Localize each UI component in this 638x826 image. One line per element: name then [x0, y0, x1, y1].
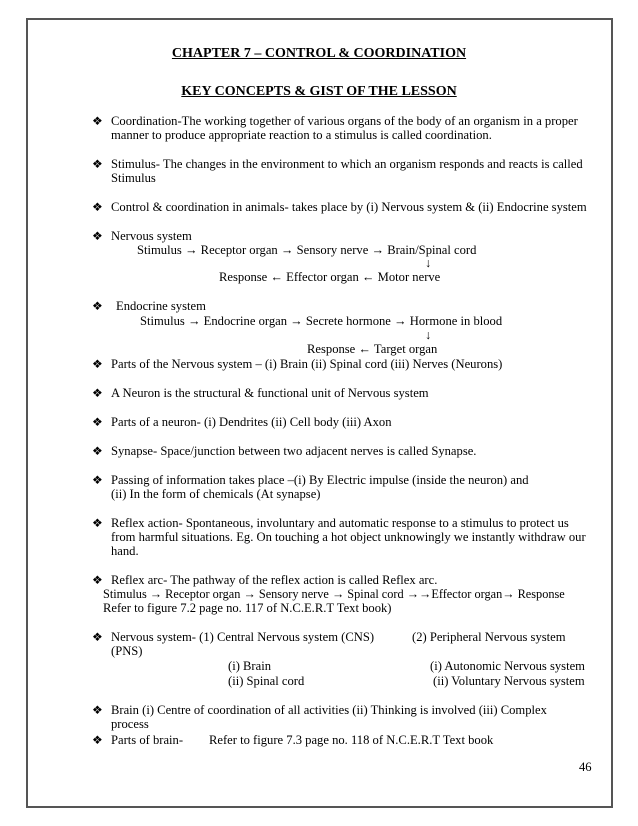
text-line: from harmful situations. Eg. On touching a hot object unknowingly we instantly withdraw our [111, 530, 586, 544]
text-line: (i) Brain [228, 659, 272, 673]
bullet-icon: ❖ [92, 703, 103, 717]
text-line: Parts of brain- [111, 733, 184, 747]
text-line: A Neuron is the structural & functional unit of Nervous system [111, 386, 429, 400]
bullet-icon: ❖ [92, 444, 103, 458]
text-line: (ii) Voluntary Nervous system [433, 674, 585, 688]
text-line: Synapse- Space/junction between two adjacent nerves is called Synapse. [111, 444, 477, 458]
bullet-icon: ❖ [92, 573, 103, 587]
text-line: Nervous system [111, 229, 192, 243]
bullet-icon: ❖ [92, 299, 103, 313]
text-line: (ii) In the form of chemicals (At synapse) [111, 487, 321, 501]
bullet-icon: ❖ [92, 386, 103, 400]
flow-line: Stimulus → Endocrine organ → Secrete hormone → Hormone in blood [140, 314, 503, 328]
bullet-icon: ❖ [92, 114, 103, 128]
flow-line: Response ← Effector organ ← Motor nerve [219, 270, 441, 284]
text-line: Parts of the Nervous system – (i) Brain (ii) Spinal cord (iii) Nerves (Neurons) [111, 357, 503, 371]
text-line: manner to produce appropriate reaction to a stimulus is called coordination. [111, 128, 492, 142]
text-line: Endocrine system [116, 299, 206, 313]
section-title: KEY CONCEPTS & GIST OF THE LESSON [181, 84, 457, 99]
text-line: Reflex action- Spontaneous, involuntary and automatic response to a stimulus to protect us [111, 516, 569, 530]
text-line: Brain (i) Centre of coordination of all activities (ii) Thinking is involved (iii) Complex [111, 703, 547, 717]
bullet-icon: ❖ [92, 630, 103, 644]
chapter-title: CHAPTER 7 – CONTROL & COORDINATION [171, 46, 467, 61]
bullet-icon: ❖ [92, 200, 103, 214]
text-line: Control & coordination in animals- takes place by (i) Nervous system & (ii) Endocrine system [111, 200, 587, 214]
bullet-icon: ❖ [92, 415, 103, 429]
bullet-icon: ❖ [92, 516, 103, 530]
bullet-icon: ❖ [92, 733, 103, 747]
text-line: Refer to figure 7.2 page no. 117 of N.C.E.R.T Text book) [103, 601, 392, 615]
bullet-icon: ❖ [92, 357, 103, 371]
down-arrow: ↓ [425, 256, 432, 270]
bullet-icon: ❖ [92, 229, 103, 243]
text-line: hand. [111, 544, 139, 558]
text-line: Reflex arc- The pathway of the reflex action is called Reflex arc. [111, 573, 438, 587]
text-line: Passing of information takes place –(i) By Electric impulse (inside the neuron) and [111, 473, 529, 487]
text-line: (PNS) [111, 644, 143, 658]
bullet-icon: ❖ [92, 157, 103, 171]
text-line: (2) Peripheral Nervous system [412, 630, 566, 644]
text-line: Nervous system- (1) Central Nervous system (CNS) [111, 630, 375, 644]
text-line: (i) Autonomic Nervous system [430, 659, 585, 673]
bullet-icon: ❖ [92, 473, 103, 487]
flow-line: Stimulus → Receptor organ → Sensory nerve → Spinal cord →→Effector organ→ Response [103, 587, 565, 601]
flow-line: Response ← Target organ [307, 342, 438, 356]
text-line: Parts of a neuron- (i) Dendrites (ii) Cell body (iii) Axon [111, 415, 392, 429]
flow-line: Stimulus → Receptor organ → Sensory nerve → Brain/Spinal cord [137, 243, 477, 257]
text-line: Stimulus- The changes in the environment to which an organism responds and reacts is called [111, 157, 583, 171]
text-line: Coordination-The working together of various organs of the body of an organism in a proper [111, 114, 578, 128]
text-line: Stimulus [111, 171, 156, 185]
down-arrow: ↓ [425, 328, 432, 342]
text-line: (ii) Spinal cord [228, 674, 305, 688]
text-line: process [111, 717, 149, 731]
text-line: Refer to figure 7.3 page no. 118 of N.C.E.R.T Text book [209, 733, 494, 747]
page-number: 46 [579, 760, 592, 774]
